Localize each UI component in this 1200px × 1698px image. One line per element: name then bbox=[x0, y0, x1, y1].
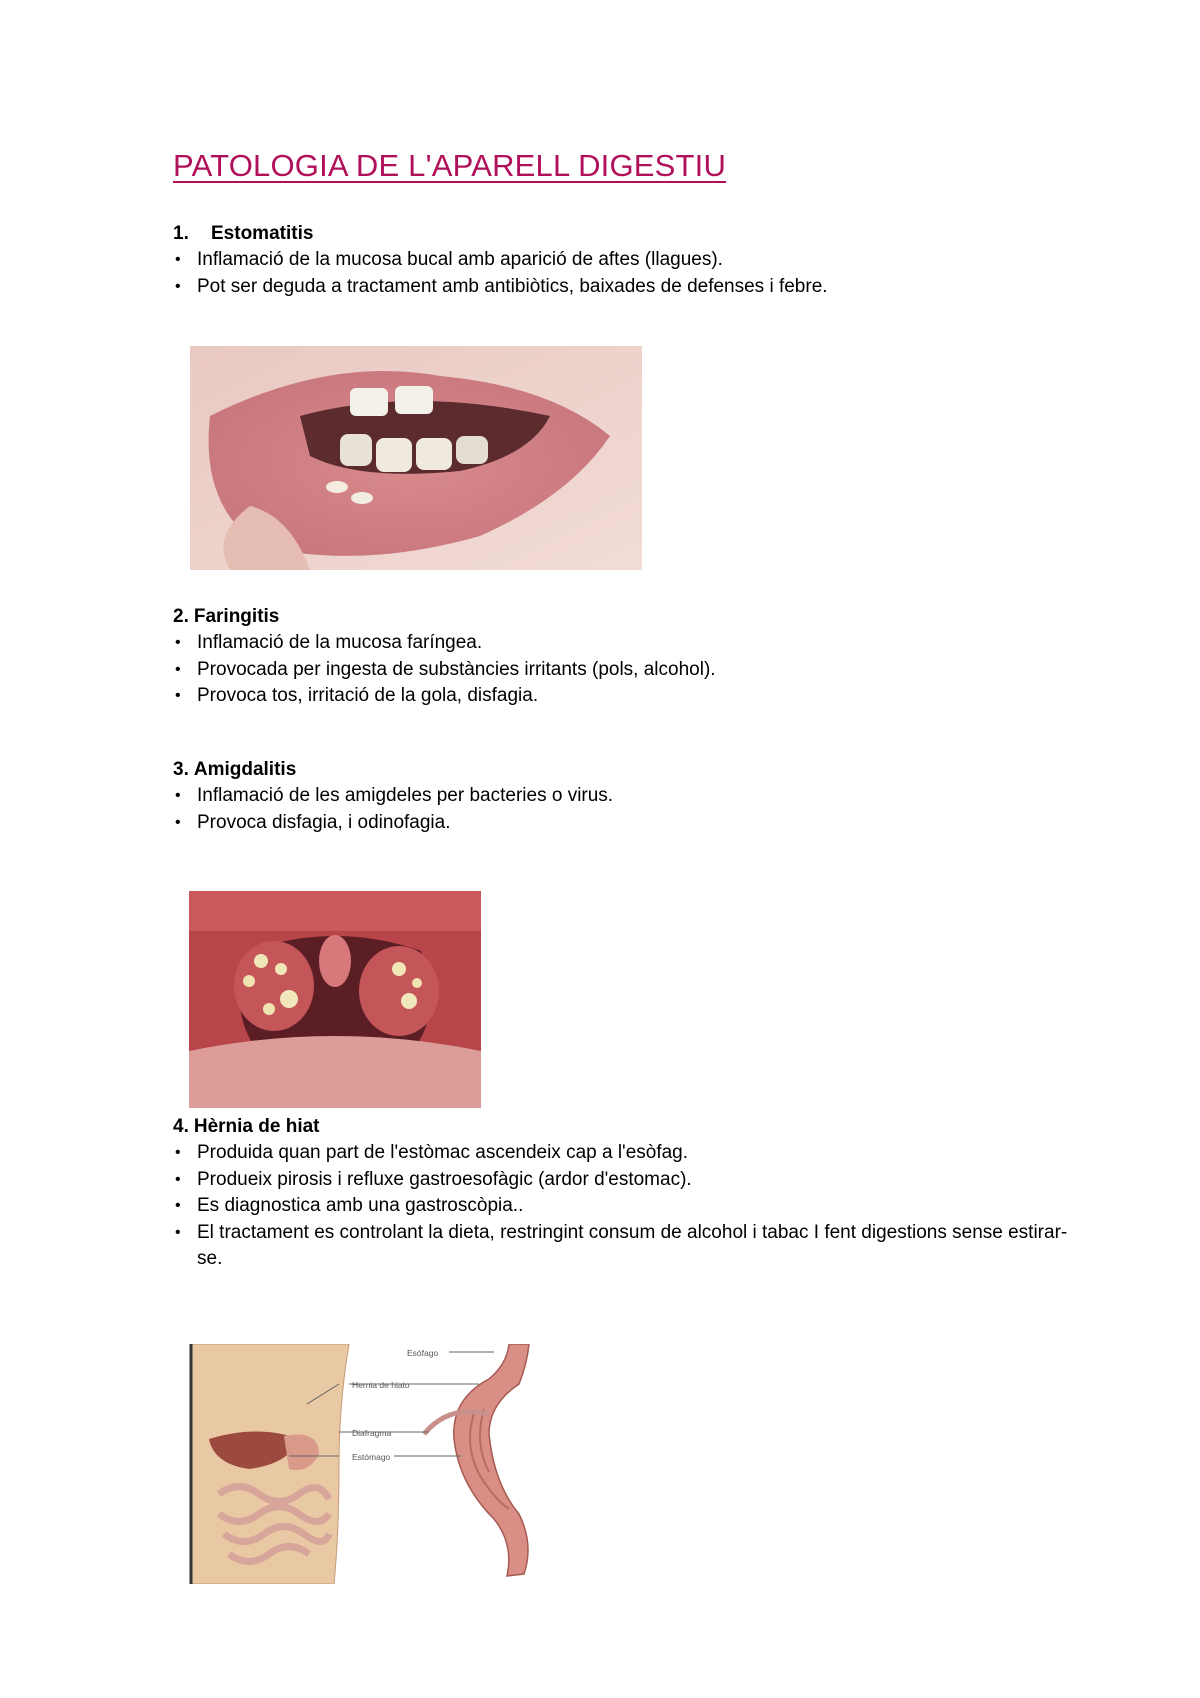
section-title: Estomatitis bbox=[211, 223, 314, 244]
list-item: • Provoca disfagia, i odinofagia. bbox=[173, 810, 1073, 837]
mouth-ulcer-photo bbox=[190, 346, 642, 570]
section-number: 2. bbox=[173, 606, 189, 627]
section-estomatitis bbox=[173, 221, 1073, 300]
list-item: • Provocada per ingesta de substàncies irritants (pols, alcohol). bbox=[173, 657, 1073, 684]
list-item: • Inflamació de la mucosa bucal amb aparició de aftes (llagues). bbox=[173, 247, 1073, 274]
label-diafragma: Diafragma bbox=[352, 1428, 392, 1438]
section-number: 1. bbox=[173, 223, 189, 244]
section-heading bbox=[173, 221, 1073, 247]
section-faringitis bbox=[173, 604, 1073, 710]
section-heading bbox=[173, 757, 1073, 783]
section-hernia-de-hiat bbox=[173, 1114, 1073, 1273]
section-heading bbox=[173, 1114, 1073, 1140]
page-title: PATOLOGIA DE L'APARELL DIGESTIU bbox=[173, 148, 727, 183]
label-estomago: Estómago bbox=[352, 1452, 391, 1462]
list-item: • El tractament es controlant la dieta, restringint consum de alcohol i tabac I fent digestions sense estirar-se. bbox=[173, 1220, 1073, 1273]
section-number: 3. bbox=[173, 759, 189, 780]
bullet-list bbox=[173, 247, 1073, 300]
bullet-list bbox=[173, 783, 1073, 836]
list-item: • Es diagnostica amb una gastroscòpia.. bbox=[173, 1193, 1073, 1220]
section-title: Amigdalitis bbox=[193, 759, 297, 780]
section-number: 4. bbox=[173, 1116, 189, 1137]
list-item: • Inflamació de la mucosa faríngea. bbox=[173, 630, 1073, 657]
list-item: • Pot ser deguda a tractament amb antibiòtics, baixades de defenses i febre. bbox=[173, 274, 1073, 301]
tonsillitis-photo bbox=[189, 891, 481, 1108]
list-item: • Produeix pirosis i refluxe gastroesofàgic (ardor d'estomac). bbox=[173, 1167, 1073, 1194]
section-title: Faringitis bbox=[193, 606, 280, 627]
label-hernia: Hernia de hiato bbox=[352, 1380, 410, 1390]
list-item: • Inflamació de les amigdeles per bacteries o virus. bbox=[173, 783, 1073, 810]
bullet-list bbox=[173, 630, 1073, 710]
list-item: • Produida quan part de l'estòmac ascendeix cap a l'esòfag. bbox=[173, 1140, 1073, 1167]
section-heading bbox=[173, 604, 1073, 630]
list-item: • Provoca tos, irritació de la gola, disfagia. bbox=[173, 683, 1073, 710]
label-esofago: Esófago bbox=[407, 1348, 439, 1358]
section-title: Hèrnia de hiat bbox=[193, 1116, 320, 1137]
section-amigdalitis bbox=[173, 757, 1073, 836]
bullet-list bbox=[173, 1140, 1073, 1273]
hiatal-hernia-diagram bbox=[189, 1344, 579, 1584]
